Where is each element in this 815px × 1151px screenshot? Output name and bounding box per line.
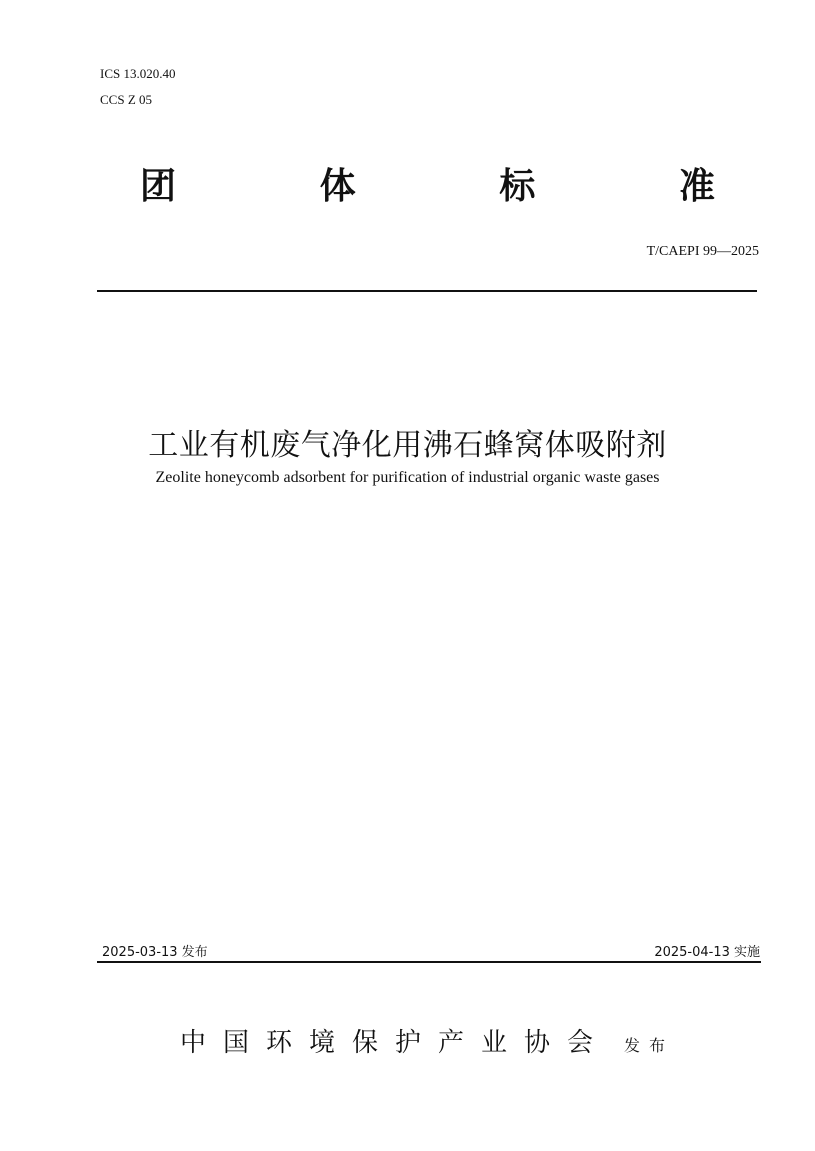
publisher-name: 中国环境保护产业协会 xyxy=(180,1028,611,1057)
implementation-date: 2025-04-13 实施 xyxy=(654,945,760,960)
group-standard-heading xyxy=(140,158,715,207)
top-divider xyxy=(97,290,757,292)
ccs-code: CCS Z 05 xyxy=(100,92,153,107)
heading-char: 准 xyxy=(678,166,715,207)
heading-char: 团 xyxy=(140,166,177,207)
english-title: Zeolite honeycomb adsorbent for purification of industrial organic waste gases xyxy=(155,469,660,486)
publish-label: 发布 xyxy=(624,1038,675,1055)
bottom-divider xyxy=(97,961,761,963)
chinese-title: 工业有机废气净化用沸石蜂窝体吸附剂 xyxy=(148,428,667,463)
ics-code: ICS 13.020.40 xyxy=(100,66,176,81)
publisher-line xyxy=(180,1022,674,1059)
heading-char: 标 xyxy=(499,166,536,207)
standard-number: T/CAEPI 99—2025 xyxy=(646,244,759,259)
issue-date: 2025-03-13 发布 xyxy=(102,945,208,960)
heading-char: 体 xyxy=(319,166,356,207)
